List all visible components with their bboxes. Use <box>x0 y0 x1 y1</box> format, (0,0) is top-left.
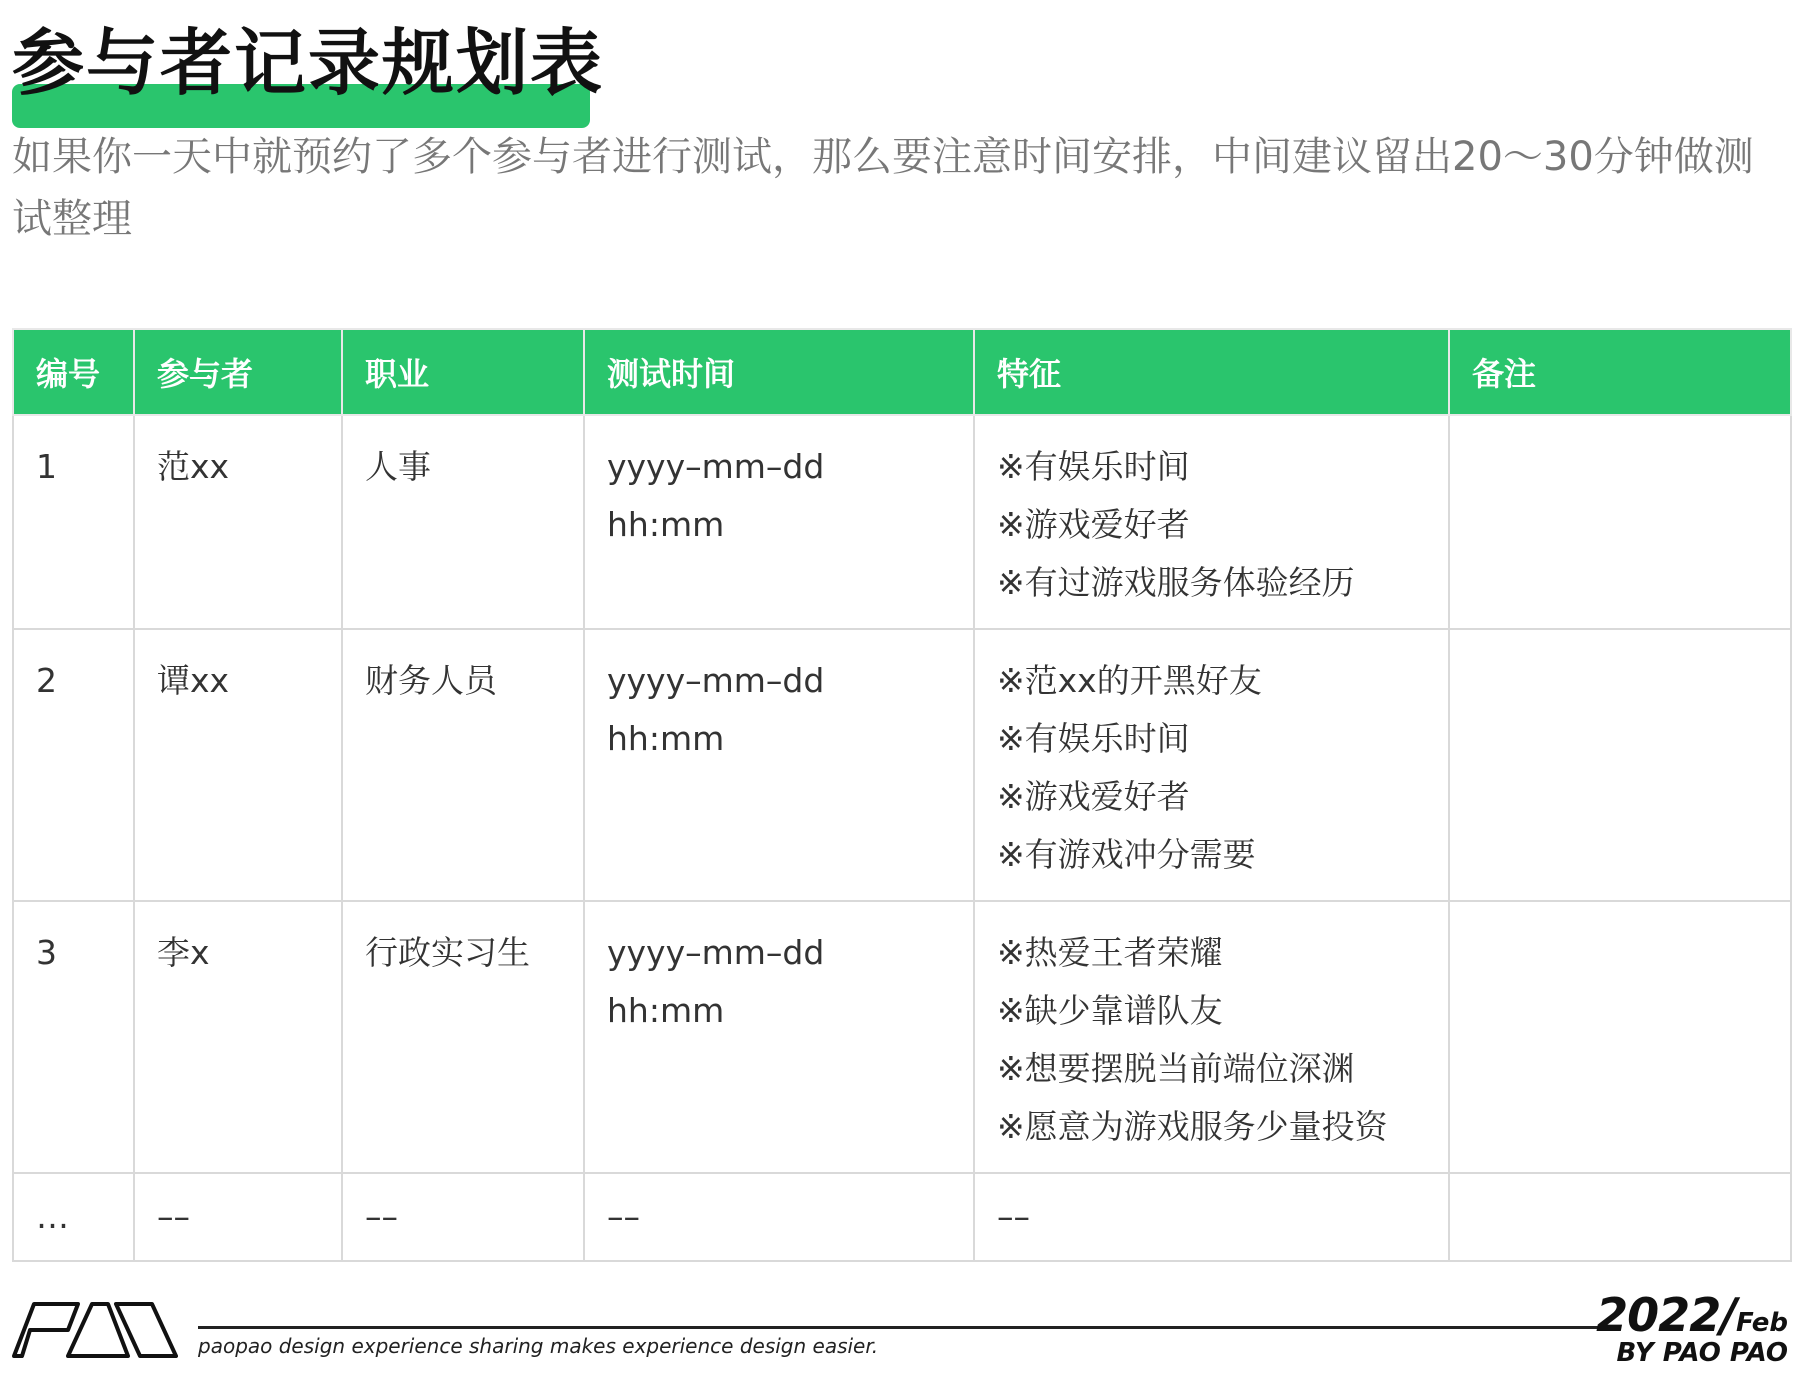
cell-job: 财务人员 <box>342 629 584 901</box>
footer-date-block <box>1596 1288 1788 1368</box>
feature-item: ※范xx的开黑好友 <box>997 661 1262 700</box>
cell-time: yyyy–mm–dd hh:mm <box>584 629 974 901</box>
column-header-time: 测试时间 <box>584 329 974 415</box>
table-header-row <box>13 329 1791 415</box>
column-header-note: 备注 <box>1449 329 1791 415</box>
footer-divider <box>198 1326 1598 1329</box>
cell-time: –– <box>584 1173 974 1261</box>
cell-id: 2 <box>13 629 134 901</box>
cell-features <box>974 415 1449 629</box>
cell-id: … <box>13 1173 134 1261</box>
feature-item: ※有娱乐时间 <box>997 447 1190 486</box>
column-header-participant: 参与者 <box>134 329 342 415</box>
cell-job: 行政实习生 <box>342 901 584 1173</box>
table-row <box>13 415 1791 629</box>
participant-plan-table <box>12 328 1792 1262</box>
column-header-id: 编号 <box>13 329 134 415</box>
cell-participant: 范xx <box>134 415 342 629</box>
feature-item: ※想要摆脱当前端位深渊 <box>997 1049 1355 1088</box>
column-header-job: 职业 <box>342 329 584 415</box>
cell-job: 人事 <box>342 415 584 629</box>
cell-features <box>974 629 1449 901</box>
column-header-features: 特征 <box>974 329 1449 415</box>
table-row <box>13 901 1791 1173</box>
footer-year: 2022/ <box>1596 1288 1736 1342</box>
cell-participant: 谭xx <box>134 629 342 901</box>
table-row <box>13 629 1791 901</box>
cell-time: yyyy–mm–dd hh:mm <box>584 415 974 629</box>
feature-item: –– <box>997 1197 1030 1236</box>
feature-item: ※游戏爱好者 <box>997 777 1190 816</box>
title-block <box>12 18 604 108</box>
cell-note <box>1449 1173 1791 1261</box>
cell-note <box>1449 901 1791 1173</box>
cell-features <box>974 1173 1449 1261</box>
feature-item: ※游戏爱好者 <box>997 505 1190 544</box>
footer-tagline: paopao design experience sharing makes experience design easier. <box>198 1334 879 1358</box>
cell-id: 1 <box>13 415 134 629</box>
feature-item: ※缺少靠谱队友 <box>997 991 1223 1030</box>
cell-note <box>1449 415 1791 629</box>
page-title: 参与者记录规划表 <box>12 21 605 105</box>
cell-note <box>1449 629 1791 901</box>
table-row <box>13 1173 1791 1261</box>
cell-id: 3 <box>13 901 134 1173</box>
footer-author: BY PAO PAO <box>1616 1338 1788 1368</box>
cell-job: –– <box>342 1173 584 1261</box>
feature-item: ※有娱乐时间 <box>997 719 1190 758</box>
feature-item: ※有游戏冲分需要 <box>997 835 1256 874</box>
cell-features <box>974 901 1449 1173</box>
cell-participant: –– <box>134 1173 342 1261</box>
cell-participant: 李x <box>134 901 342 1173</box>
cell-time: yyyy–mm–dd hh:mm <box>584 901 974 1173</box>
page-subtitle: 如果你一天中就预约了多个参与者进行测试，那么要注意时间安排，中间建议留出20～30分钟做测试整理 <box>12 134 1754 242</box>
feature-item: ※愿意为游戏服务少量投资 <box>997 1107 1388 1146</box>
footer-month: Feb <box>1736 1308 1788 1338</box>
pao-logo-icon <box>12 1300 178 1360</box>
feature-item: ※有过游戏服务体验经历 <box>997 563 1355 602</box>
feature-item: ※热爱王者荣耀 <box>997 933 1223 972</box>
